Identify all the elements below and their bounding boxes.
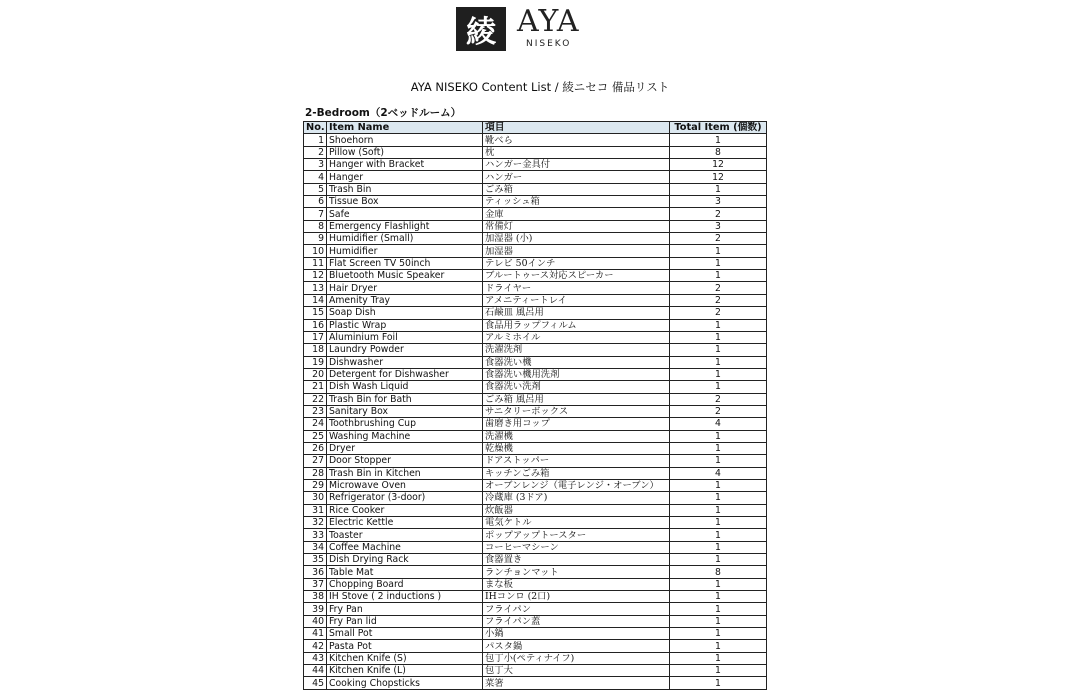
cell-item-name: Hanger — [327, 171, 483, 183]
cell-no: 2 — [304, 146, 327, 158]
cell-item-jp: 食器置き — [483, 554, 670, 566]
cell-item-jp: 靴べら — [483, 134, 670, 146]
brand-subtitle: NISEKO — [526, 39, 572, 49]
cell-no: 37 — [304, 578, 327, 590]
cell-item-name: Laundry Powder — [327, 344, 483, 356]
cell-no: 3 — [304, 159, 327, 171]
cell-no: 24 — [304, 418, 327, 430]
table-row — [304, 233, 767, 245]
cell-total: 1 — [670, 183, 767, 195]
cell-item-name: Detergent for Dishwasher — [327, 368, 483, 380]
table-row — [304, 455, 767, 467]
table-row — [304, 171, 767, 183]
table-row — [304, 418, 767, 430]
cell-total: 1 — [670, 368, 767, 380]
logo-kanji: 綾 — [466, 15, 496, 50]
cell-total: 8 — [670, 566, 767, 578]
cell-item-jp: 常備灯 — [483, 220, 670, 232]
cell-item-name: Washing Machine — [327, 430, 483, 442]
cell-item-name: Hanger with Bracket — [327, 159, 483, 171]
cell-total: 8 — [670, 146, 767, 158]
table-row — [304, 344, 767, 356]
cell-item-jp: 冷蔵庫 (3ドア) — [483, 492, 670, 504]
cell-item-name: Trash Bin — [327, 183, 483, 195]
cell-item-jp: ハンガー — [483, 171, 670, 183]
cell-item-jp: テレビ 50インチ — [483, 257, 670, 269]
cell-total: 1 — [670, 479, 767, 491]
cell-item-jp: 食器洗い機 — [483, 356, 670, 368]
cell-total: 1 — [670, 319, 767, 331]
cell-total: 1 — [670, 134, 767, 146]
cell-item-name: Humidifier — [327, 245, 483, 257]
cell-no: 5 — [304, 183, 327, 195]
cell-item-jp: 枕 — [483, 146, 670, 158]
table-row — [304, 492, 767, 504]
table-header-row — [304, 122, 767, 134]
cell-item-jp: まな板 — [483, 578, 670, 590]
cell-item-jp: パスタ鍋 — [483, 640, 670, 652]
cell-item-name: Toothbrushing Cup — [327, 418, 483, 430]
cell-item-name: Electric Kettle — [327, 517, 483, 529]
cell-item-jp: IHコンロ (2口) — [483, 591, 670, 603]
cell-total: 2 — [670, 393, 767, 405]
cell-total: 1 — [670, 640, 767, 652]
table-row — [304, 442, 767, 454]
table-row — [304, 331, 767, 343]
table-row — [304, 282, 767, 294]
cell-no: 26 — [304, 442, 327, 454]
table-row — [304, 146, 767, 158]
header-item-name: Item Name — [327, 122, 483, 134]
cell-no: 22 — [304, 393, 327, 405]
cell-item-name: Chopping Board — [327, 578, 483, 590]
cell-no: 42 — [304, 640, 327, 652]
table-row — [304, 183, 767, 195]
table-row — [304, 257, 767, 269]
cell-item-jp: 電気ケトル — [483, 517, 670, 529]
cell-no: 20 — [304, 368, 327, 380]
cell-item-name: Shoehorn — [327, 134, 483, 146]
cell-item-name: Safe — [327, 208, 483, 220]
cell-item-jp: コーヒーマシーン — [483, 541, 670, 553]
table-row — [304, 159, 767, 171]
cell-item-jp: ポップアップトースター — [483, 529, 670, 541]
table-row — [304, 591, 767, 603]
table-row — [304, 467, 767, 479]
logo-mark — [456, 7, 506, 51]
cell-item-name: Tissue Box — [327, 196, 483, 208]
cell-no: 13 — [304, 282, 327, 294]
cell-no: 6 — [304, 196, 327, 208]
cell-item-name: Flat Screen TV 50inch — [327, 257, 483, 269]
cell-item-jp: 食器洗い機用洗剤 — [483, 368, 670, 380]
cell-item-jp: ドライヤー — [483, 282, 670, 294]
cell-item-name: Trash Bin for Bath — [327, 393, 483, 405]
cell-total: 1 — [670, 331, 767, 343]
cell-total: 1 — [670, 270, 767, 282]
table-row — [304, 356, 767, 368]
cell-item-jp: 金庫 — [483, 208, 670, 220]
cell-no: 7 — [304, 208, 327, 220]
cell-item-jp: キッチンごみ箱 — [483, 467, 670, 479]
table-row — [304, 307, 767, 319]
cell-no: 10 — [304, 245, 327, 257]
cell-item-name: Refrigerator (3-door) — [327, 492, 483, 504]
cell-item-jp: サニタリーボックス — [483, 405, 670, 417]
content-table — [303, 121, 767, 690]
section-heading: 2-Bedroom（2ベッドルーム） — [305, 107, 462, 119]
cell-no: 34 — [304, 541, 327, 553]
cell-no: 18 — [304, 344, 327, 356]
cell-item-name: Soap Dish — [327, 307, 483, 319]
cell-item-jp: 加湿器 — [483, 245, 670, 257]
cell-total: 2 — [670, 405, 767, 417]
cell-total: 12 — [670, 171, 767, 183]
cell-total: 1 — [670, 344, 767, 356]
cell-item-name: Kitchen Knife (S) — [327, 652, 483, 664]
cell-item-jp: ランチョンマット — [483, 566, 670, 578]
cell-total: 1 — [670, 677, 767, 689]
table-row — [304, 134, 767, 146]
cell-no: 12 — [304, 270, 327, 282]
cell-total: 3 — [670, 196, 767, 208]
cell-no: 31 — [304, 504, 327, 516]
cell-item-jp: 加湿器 (小) — [483, 233, 670, 245]
cell-total: 2 — [670, 233, 767, 245]
cell-item-jp: 食器洗い洗剤 — [483, 381, 670, 393]
cell-item-jp: 小鍋 — [483, 628, 670, 640]
table-row — [304, 541, 767, 553]
cell-no: 27 — [304, 455, 327, 467]
cell-item-name: Emergency Flashlight — [327, 220, 483, 232]
cell-no: 35 — [304, 554, 327, 566]
cell-total: 1 — [670, 381, 767, 393]
cell-total: 1 — [670, 603, 767, 615]
cell-item-name: Dish Wash Liquid — [327, 381, 483, 393]
cell-no: 8 — [304, 220, 327, 232]
cell-item-name: Kitchen Knife (L) — [327, 665, 483, 677]
cell-item-jp: ドアストッパー — [483, 455, 670, 467]
cell-no: 32 — [304, 517, 327, 529]
cell-item-jp: 包丁大 — [483, 665, 670, 677]
cell-no: 11 — [304, 257, 327, 269]
cell-item-jp: 洗濯洗剤 — [483, 344, 670, 356]
cell-no: 23 — [304, 405, 327, 417]
cell-item-name: Rice Cooker — [327, 504, 483, 516]
cell-item-name: Plastic Wrap — [327, 319, 483, 331]
cell-total: 1 — [670, 554, 767, 566]
table-row — [304, 615, 767, 627]
cell-no: 25 — [304, 430, 327, 442]
cell-item-jp: フライパン蓋 — [483, 615, 670, 627]
cell-item-jp: 乾燥機 — [483, 442, 670, 454]
cell-no: 1 — [304, 134, 327, 146]
cell-total: 2 — [670, 208, 767, 220]
cell-total: 1 — [670, 430, 767, 442]
cell-no: 40 — [304, 615, 327, 627]
cell-no: 19 — [304, 356, 327, 368]
cell-no: 38 — [304, 591, 327, 603]
cell-item-jp: 食品用ラップフィルム — [483, 319, 670, 331]
cell-total: 1 — [670, 615, 767, 627]
cell-total: 1 — [670, 652, 767, 664]
cell-item-name: Dryer — [327, 442, 483, 454]
cell-item-jp: アメニティートレイ — [483, 294, 670, 306]
table-row — [304, 220, 767, 232]
cell-total: 1 — [670, 517, 767, 529]
cell-total: 2 — [670, 294, 767, 306]
cell-total: 1 — [670, 529, 767, 541]
cell-item-jp: 菜箸 — [483, 677, 670, 689]
cell-item-jp: 洗濯機 — [483, 430, 670, 442]
cell-total: 4 — [670, 418, 767, 430]
cell-total: 12 — [670, 159, 767, 171]
cell-item-name: Trash Bin in Kitchen — [327, 467, 483, 479]
table-row — [304, 566, 767, 578]
cell-no: 16 — [304, 319, 327, 331]
table-row — [304, 578, 767, 590]
cell-item-name: Door Stopper — [327, 455, 483, 467]
cell-total: 1 — [670, 541, 767, 553]
cell-item-name: Dish Drying Rack — [327, 554, 483, 566]
cell-total: 1 — [670, 257, 767, 269]
cell-total: 1 — [670, 665, 767, 677]
cell-item-name: Fry Pan lid — [327, 615, 483, 627]
cell-total: 3 — [670, 220, 767, 232]
cell-item-jp: 歯磨き用コップ — [483, 418, 670, 430]
table-row — [304, 405, 767, 417]
table-row — [304, 393, 767, 405]
table-row — [304, 196, 767, 208]
table-row — [304, 529, 767, 541]
table-row — [304, 603, 767, 615]
cell-no: 44 — [304, 665, 327, 677]
cell-no: 36 — [304, 566, 327, 578]
cell-total: 1 — [670, 455, 767, 467]
cell-item-jp: ごみ箱 — [483, 183, 670, 195]
cell-no: 17 — [304, 331, 327, 343]
cell-no: 41 — [304, 628, 327, 640]
table-row — [304, 368, 767, 380]
table-row — [304, 628, 767, 640]
cell-item-jp: フライパン — [483, 603, 670, 615]
header-item-jp: 項目 — [483, 122, 670, 134]
table-row — [304, 381, 767, 393]
table-row — [304, 430, 767, 442]
cell-item-name: Fry Pan — [327, 603, 483, 615]
cell-total: 2 — [670, 307, 767, 319]
table-row — [304, 319, 767, 331]
table-row — [304, 208, 767, 220]
table-row — [304, 270, 767, 282]
cell-no: 28 — [304, 467, 327, 479]
table-row — [304, 479, 767, 491]
cell-no: 43 — [304, 652, 327, 664]
cell-no: 39 — [304, 603, 327, 615]
cell-total: 1 — [670, 628, 767, 640]
cell-item-jp: 石鹸皿 風呂用 — [483, 307, 670, 319]
cell-item-name: Dishwasher — [327, 356, 483, 368]
cell-item-name: Amenity Tray — [327, 294, 483, 306]
cell-total: 1 — [670, 492, 767, 504]
cell-item-name: Bluetooth Music Speaker — [327, 270, 483, 282]
table-row — [304, 245, 767, 257]
cell-item-jp: ブルートゥース対応スピーカー — [483, 270, 670, 282]
cell-item-jp: 炊飯器 — [483, 504, 670, 516]
cell-item-name: Sanitary Box — [327, 405, 483, 417]
cell-no: 30 — [304, 492, 327, 504]
cell-no: 14 — [304, 294, 327, 306]
cell-total: 1 — [670, 356, 767, 368]
cell-item-name: Toaster — [327, 529, 483, 541]
cell-item-name: Pillow (Soft) — [327, 146, 483, 158]
header-no: No. — [304, 122, 327, 134]
cell-no: 9 — [304, 233, 327, 245]
brand-name: AYA — [517, 4, 580, 39]
document-title: AYA NISEKO Content List / 綾ニセコ 備品リスト — [410, 80, 670, 94]
table-row — [304, 665, 767, 677]
cell-total: 1 — [670, 578, 767, 590]
cell-no: 45 — [304, 677, 327, 689]
cell-total: 4 — [670, 467, 767, 479]
cell-item-jp: ティッシュ箱 — [483, 196, 670, 208]
cell-item-jp: 包丁小(ペティナイフ) — [483, 652, 670, 664]
cell-item-jp: オーブンレンジ（電子レンジ・オーブン） — [483, 479, 670, 491]
cell-item-name: Table Mat — [327, 566, 483, 578]
cell-no: 29 — [304, 479, 327, 491]
table-row — [304, 652, 767, 664]
cell-total: 1 — [670, 442, 767, 454]
table-row — [304, 677, 767, 689]
cell-item-name: Hair Dryer — [327, 282, 483, 294]
cell-item-name: Aluminium Foil — [327, 331, 483, 343]
cell-item-name: Coffee Machine — [327, 541, 483, 553]
cell-no: 15 — [304, 307, 327, 319]
table-row — [304, 517, 767, 529]
cell-no: 4 — [304, 171, 327, 183]
cell-item-name: IH Stove ( 2 inductions ) — [327, 591, 483, 603]
cell-item-jp: ごみ箱 風呂用 — [483, 393, 670, 405]
cell-item-name: Microwave Oven — [327, 479, 483, 491]
cell-item-name: Cooking Chopsticks — [327, 677, 483, 689]
cell-item-name: Humidifier (Small) — [327, 233, 483, 245]
header-total: Total Item (個数) — [670, 122, 767, 134]
table-row — [304, 554, 767, 566]
cell-item-jp: アルミホイル — [483, 331, 670, 343]
table-row — [304, 640, 767, 652]
cell-total: 1 — [670, 245, 767, 257]
cell-item-jp: ハンガー金具付 — [483, 159, 670, 171]
cell-total: 1 — [670, 591, 767, 603]
cell-total: 2 — [670, 282, 767, 294]
cell-item-name: Small Pot — [327, 628, 483, 640]
cell-item-name: Pasta Pot — [327, 640, 483, 652]
cell-no: 21 — [304, 381, 327, 393]
cell-no: 33 — [304, 529, 327, 541]
cell-total: 1 — [670, 504, 767, 516]
table-row — [304, 504, 767, 516]
table-row — [304, 294, 767, 306]
